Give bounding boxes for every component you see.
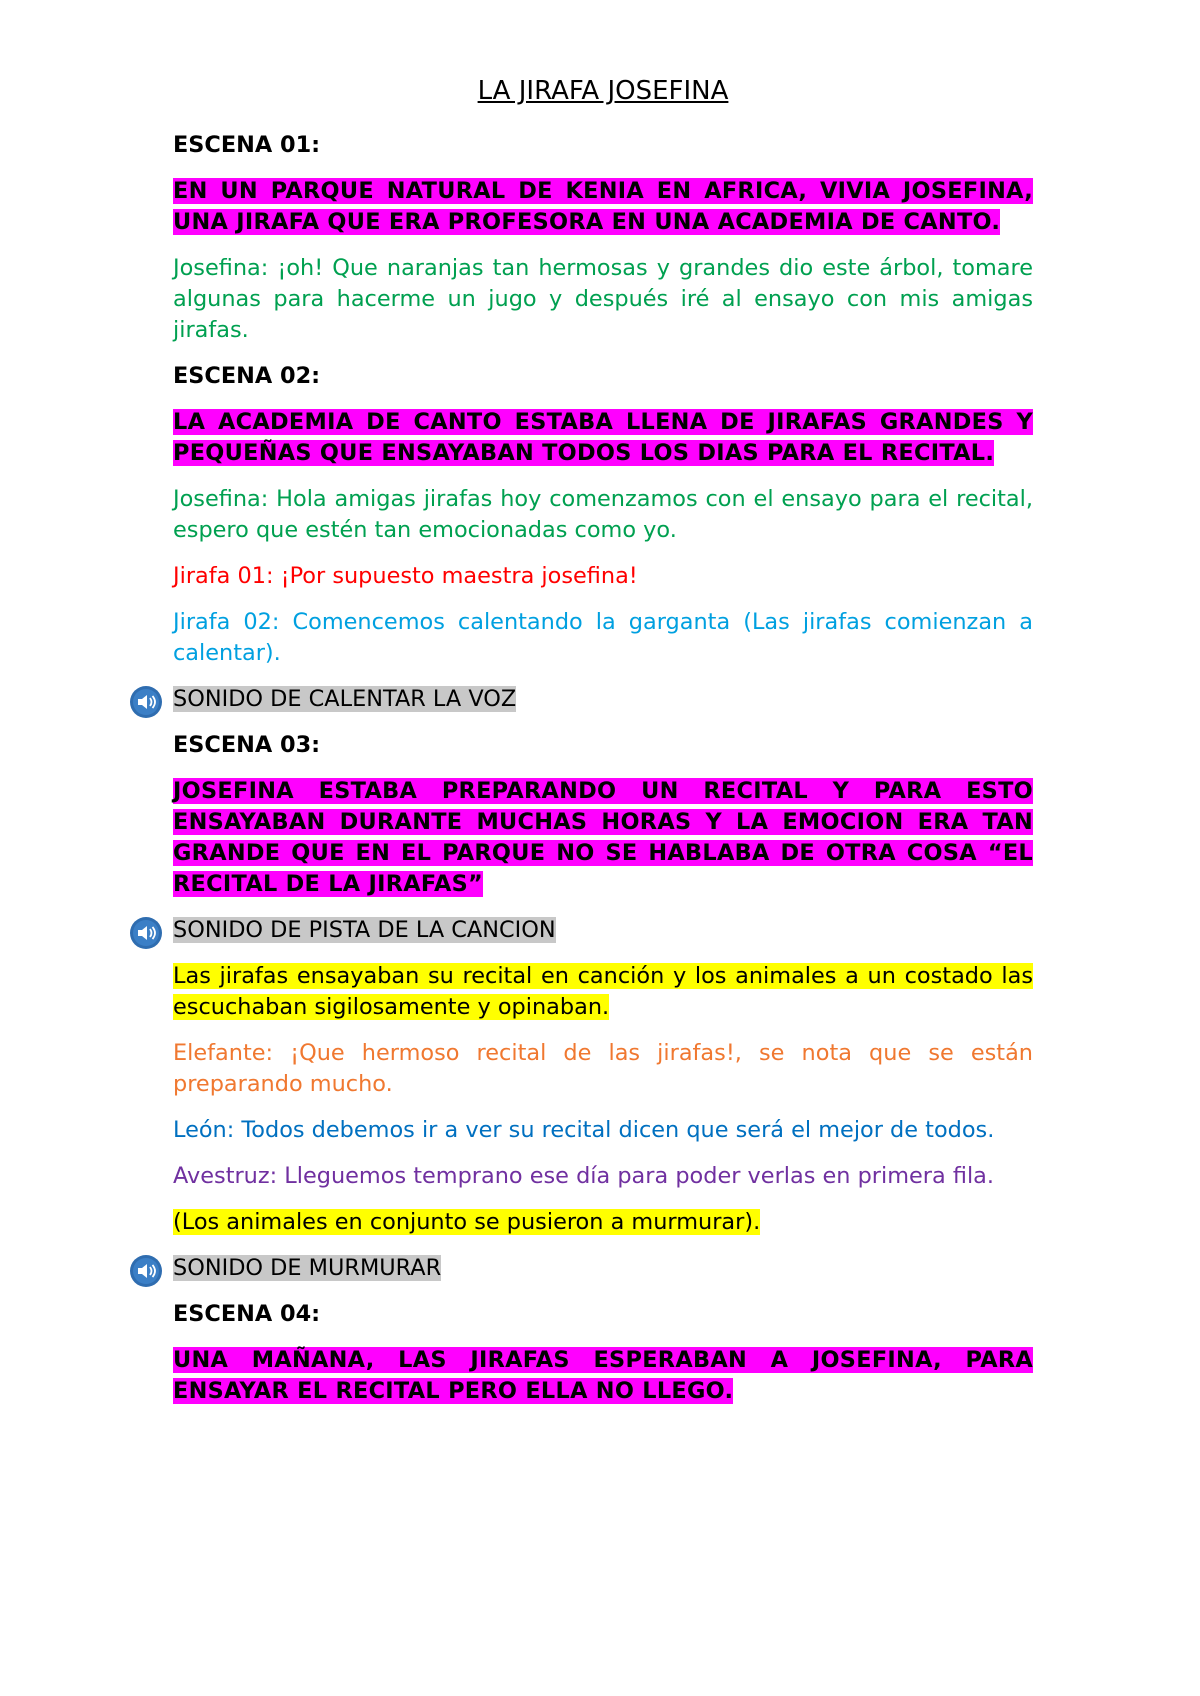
sound-label: SONIDO DE CALENTAR LA VOZ — [173, 686, 517, 712]
sound-cue-pista — [173, 915, 1033, 946]
scene-heading-02: ESCENA 02: — [173, 363, 321, 389]
narration-scene-01: EN UN PARQUE NATURAL DE KENIA EN AFRICA, VIVIA JOSEFINA, UNA JIRAFA QUE ERA PROFESORA EN UNA ACADEMIA DE CANTO. — [173, 178, 1033, 235]
dialogue-jirafa-01: Jirafa 01: ¡Por supuesto maestra josefina! — [173, 563, 638, 589]
dialogue-jirafa-02: Jirafa 02: Comencemos calentando la garganta (Las jirafas comienzan a calentar). — [173, 609, 1033, 666]
document-body — [173, 72, 1033, 1422]
sound-label: SONIDO DE MURMURAR — [173, 1255, 442, 1281]
highlight-ensayaban: Las jirafas ensayaban su recital en canción y los animales a un costado las escuchaban sigilosamente y opinaban. — [173, 963, 1033, 1020]
speaker-icon[interactable] — [129, 685, 163, 719]
highlight-murmurar: (Los animales en conjunto se pusieron a murmurar). — [173, 1209, 761, 1235]
dialogue-elefante: Elefante: ¡Que hermoso recital de las jirafas!, se nota que se están preparando mucho. — [173, 1040, 1033, 1097]
speaker-icon[interactable] — [129, 916, 163, 950]
document-title: LA JIRAFA JOSEFINA — [477, 76, 729, 106]
scene-heading-03: ESCENA 03: — [173, 732, 321, 758]
sound-cue-calentar — [173, 684, 1033, 715]
narration-scene-04: UNA MAÑANA, LAS JIRAFAS ESPERABAN A JOSEFINA, PARA ENSAYAR EL RECITAL PERO ELLA NO LLEGO. — [173, 1347, 1033, 1404]
speaker-icon[interactable] — [129, 1254, 163, 1288]
scene-heading-04: ESCENA 04: — [173, 1301, 321, 1327]
dialogue-avestruz: Avestruz: Lleguemos temprano ese día para poder verlas en primera fila. — [173, 1163, 995, 1189]
sound-label: SONIDO DE PISTA DE LA CANCION — [173, 917, 556, 943]
dialogue-josefina-2: Josefina: Hola amigas jirafas hoy comenzamos con el ensayo para el recital, espero que estén tan emocionadas como yo. — [173, 486, 1033, 543]
scene-heading-01: ESCENA 01: — [173, 132, 321, 158]
sound-cue-murmurar — [173, 1253, 1033, 1284]
dialogue-leon: León: Todos debemos ir a ver su recital dicen que será el mejor de todos. — [173, 1117, 995, 1143]
narration-scene-03: JOSEFINA ESTABA PREPARANDO UN RECITAL Y PARA ESTO ENSAYABAN DURANTE MUCHAS HORAS Y LA EMOCION ERA TAN GRANDE QUE EN EL PARQUE NO SE HABLABA DE OTRA COSA “EL RECITAL DE LA JIRAFAS” — [173, 778, 1033, 897]
narration-scene-02: LA ACADEMIA DE CANTO ESTABA LLENA DE JIRAFAS GRANDES Y PEQUEÑAS QUE ENSAYABAN TODOS LOS DIAS PARA EL RECITAL. — [173, 409, 1033, 466]
dialogue-josefina-1: Josefina: ¡oh! Que naranjas tan hermosas y grandes dio este árbol, tomare algunas para hacerme un jugo y después iré al ensayo con mis amigas jirafas. — [173, 255, 1033, 343]
